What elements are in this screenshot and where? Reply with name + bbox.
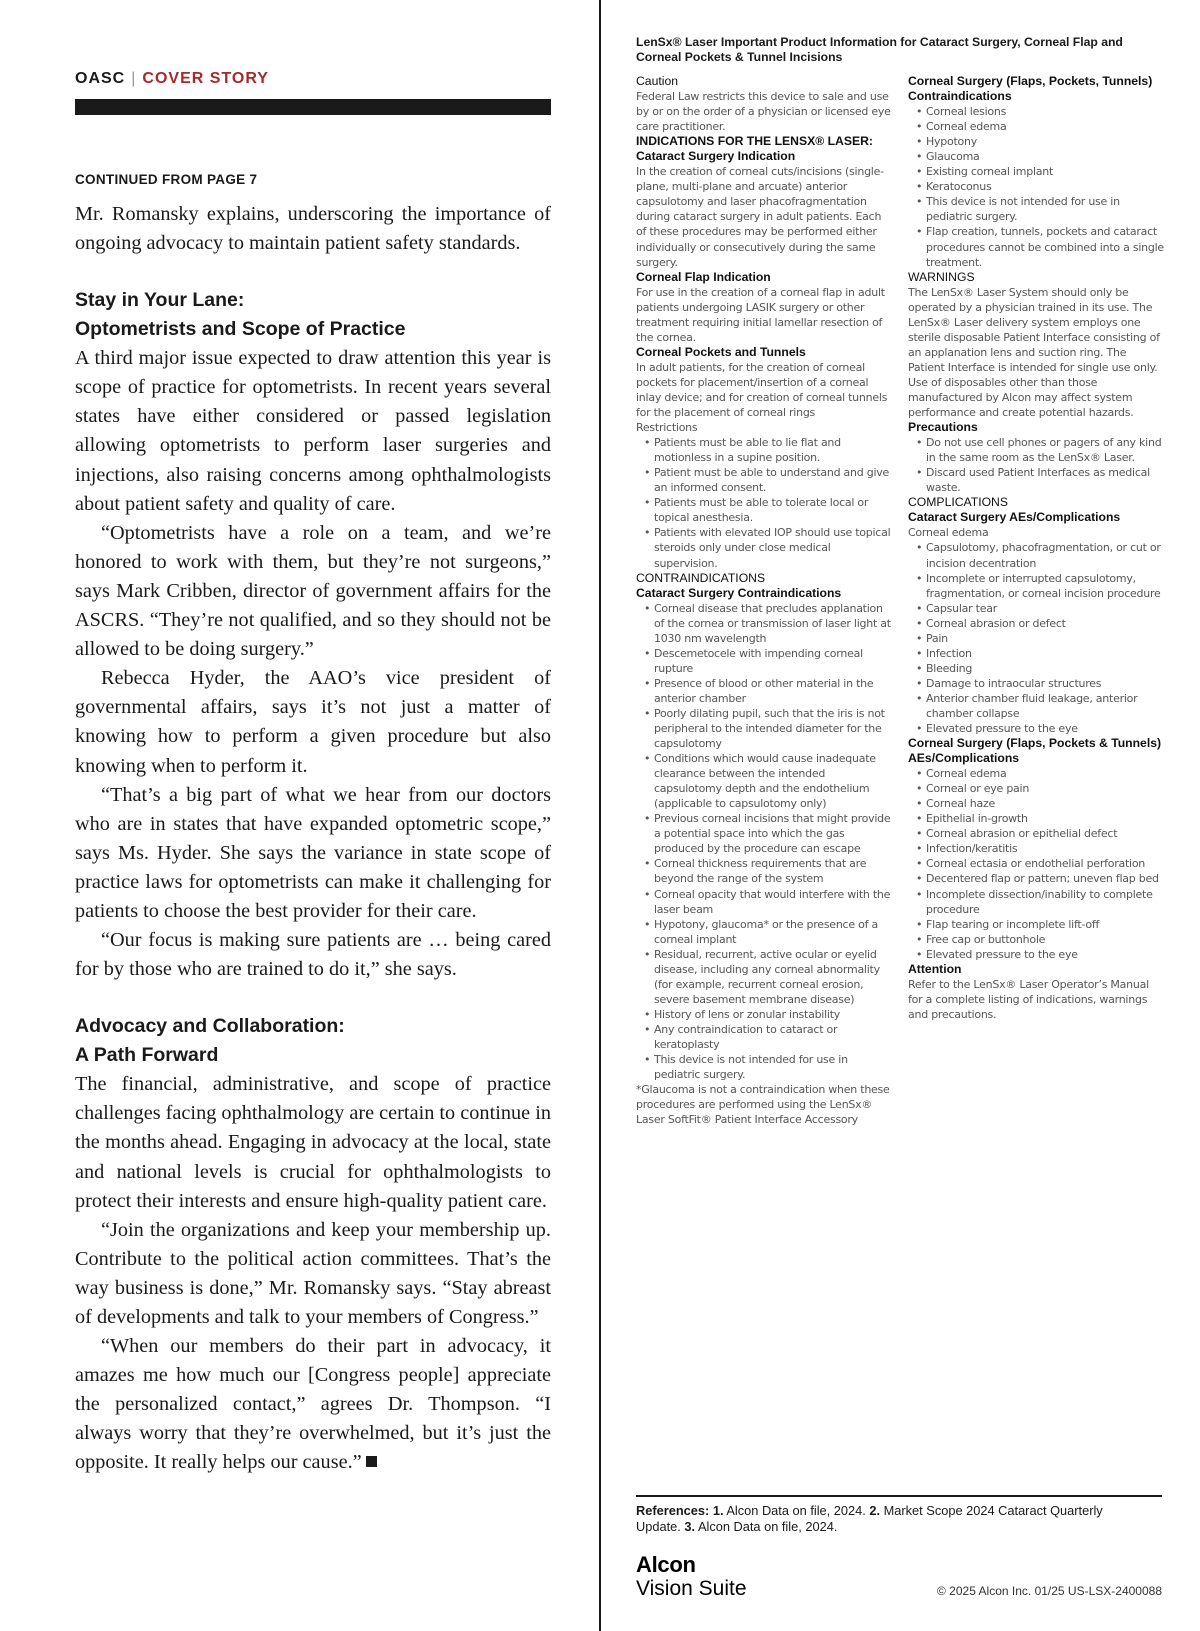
list-item: • Corneal or eye pain	[908, 781, 1164, 796]
final-paragraph	[75, 1332, 551, 1477]
pi-column-right	[908, 74, 1164, 1022]
reference-number: 2.	[869, 1503, 881, 1518]
cataract-ae-first: Corneal edema	[908, 526, 989, 540]
final-paragraph-text: “When our members do their part in advocacy, it amazes me how much our [Congress people] appreciate the personalized contact,” agrees Dr. Thompson. “I always worry that they’re overwhelmed, but it’s just the opposite. It really helps our cause.”	[75, 1335, 551, 1474]
subhead-scope-line2: Optometrists and Scope of Practice	[75, 318, 406, 341]
list-item: • Keratoconus	[908, 179, 1164, 194]
list-item: • Residual, recurrent, active ocular or eyelid disease, including any corneal abnormality (for example, recurrent corneal erosion, severe basement membrane disease)	[636, 947, 892, 1007]
cataract-contraindications-list	[636, 601, 892, 1083]
complications-heading: COMPLICATIONS	[908, 495, 1008, 510]
cataract-ae-list	[908, 540, 1164, 736]
paragraph: “Optometrists have a role on a team, and we’re honored to work with them, but they’re not surgeons,” says Mark Cribben, director of government affairs for the ASCRS. “They’re not qualified, and so they should not be allowed to be doing surgery.”	[75, 521, 551, 661]
list-item: • Decentered flap or pattern; uneven flap bed	[908, 871, 1164, 886]
page-divider	[599, 0, 601, 1631]
corneal-ae-list	[908, 766, 1164, 962]
restrictions-heading: Restrictions	[636, 421, 698, 435]
precautions-heading: Precautions	[908, 420, 978, 435]
list-item: • Hypotony	[908, 134, 1164, 149]
pockets-indication-text: In adult patients, for the creation of corneal pockets for placement/insertion of a corneal inlay device; and for creation of corneal tunnels for the placement of corneal rings	[636, 360, 888, 420]
list-item: • Corneal disease that precludes applanation of the cornea or transmission of laser light at 1030 nm wavelength	[636, 601, 892, 646]
list-item: • Do not use cell phones or pagers of any kind in the same room as the LenSx® Laser.	[908, 435, 1164, 465]
list-item: • Descemetocele with impending corneal rupture	[636, 646, 892, 676]
list-item: • Capsulotomy, phacofragmentation, or cut or incision decentration	[908, 540, 1164, 570]
list-item: • Corneal opacity that would interfere with the laser beam	[636, 887, 892, 917]
cataract-indication-heading: Cataract Surgery Indication	[636, 149, 796, 164]
list-item: • Conditions which would cause inadequate clearance between the intended capsulotomy depth and the endothelium (applicable to capsulotomy only)	[636, 751, 892, 811]
restrictions-list	[636, 435, 892, 570]
reference-number: 1.	[712, 1503, 724, 1518]
intro-paragraph: Mr. Romansky explains, underscoring the importance of ongoing advocacy to maintain patient safety standards.	[75, 203, 551, 255]
reference-text: Alcon Data on file, 2024.	[726, 1503, 866, 1518]
pi-title: LenSx® Laser Important Product Information for Cataract Surgery, Corneal Flap and Corneal Pockets & Tunnel Incisions	[636, 35, 1123, 64]
list-item: • Corneal thickness requirements that are beyond the range of the system	[636, 856, 892, 886]
list-item: • Any contraindication to cataract or keratoplasty	[636, 1022, 892, 1052]
subhead-advocacy-line1: Advocacy and Collaboration:	[75, 1015, 345, 1038]
alcon-logo	[636, 1553, 747, 1600]
publication-name: OASC	[75, 70, 126, 87]
paragraph: The financial, administrative, and scope of practice challenges facing ophthalmology are certain to continue in the months ahead. Engaging in advocacy at the local, state and national levels is crucial for ophthalmologists to protect their interests and ensure high-quality patient care.	[75, 1073, 551, 1212]
flap-indication-text: For use in the creation of a corneal flap in adult patients undergoing LASIK surgery or other treatment requiring initial lamellar resection of the cornea.	[636, 285, 885, 344]
list-item: • Corneal abrasion or defect	[908, 616, 1164, 631]
paragraph: “That’s a big part of what we hear from our doctors who are in states that have expanded optometric scope,” says Ms. Hyder. She says the variance in state scope of practice laws for optometrists can make it challenging for patients to choose the best provider for their care.	[75, 783, 551, 922]
list-item: • Elevated pressure to the eye	[908, 721, 1164, 736]
list-item: • Corneal edema	[908, 766, 1164, 781]
list-item: • Existing corneal implant	[908, 164, 1164, 179]
reference-text: Market Scope 2024 Cataract Quarterly Update.	[636, 1503, 1103, 1534]
continued-from-label: CONTINUED FROM PAGE 7	[75, 172, 258, 187]
list-item: • This device is not intended for use in pediatric surgery.	[636, 1052, 892, 1082]
pockets-indication-heading: Corneal Pockets and Tunnels	[636, 344, 806, 359]
flap-indication-heading: Corneal Flap Indication	[636, 269, 771, 284]
list-item: • Patients with elevated IOP should use topical steroids only under close medical supervision.	[636, 525, 892, 570]
list-item: • Infection/keratitis	[908, 841, 1164, 856]
article-body	[75, 200, 551, 1478]
list-item: • Corneal edema	[908, 119, 1164, 134]
caution-heading: Caution	[636, 74, 679, 88]
section-name: COVER STORY	[142, 70, 269, 87]
list-item: • Incomplete dissection/inability to complete procedure	[908, 887, 1164, 917]
attention-heading: Attention	[908, 961, 962, 976]
logo-line2: Vision Suite	[636, 1577, 747, 1600]
list-item: • Flap creation, tunnels, pockets and cataract procedures cannot be combined into a single treatment.	[908, 224, 1164, 269]
copyright-notice: © 2025 Alcon Inc. 01/25 US-LSX-2400088	[937, 1584, 1162, 1598]
list-item: • Glaucoma	[908, 149, 1164, 164]
end-mark-icon	[366, 1456, 377, 1467]
caution-text: Federal Law restricts this device to sale and use by or on the order of a physician or licensed eye care practitioner.	[636, 90, 891, 134]
list-item: • This device is not intended for use in pediatric surgery.	[908, 194, 1164, 224]
running-header	[75, 70, 269, 88]
references-label: References:	[636, 1503, 710, 1518]
list-item: • Patients must be able to tolerate local or topical anesthesia.	[636, 495, 892, 525]
cataract-indication-text: In the creation of corneal cuts/incisions (single-plane, multi-plane and arcuate) anterior capsulotomy and laser phacofragmentation during cataract surgery in adult patients. Each of these procedures may be performed either individually or consecutively during the same surgery.	[636, 165, 884, 269]
subhead-scope-line1: Stay in Your Lane:	[75, 289, 245, 312]
corneal-surgery-heading: Corneal Surgery (Flaps, Pockets, Tunnels)	[908, 74, 1153, 88]
references	[636, 1503, 1146, 1535]
list-item: • Damage to intraocular structures	[908, 676, 1164, 691]
corneal-contraindications-list	[908, 104, 1164, 270]
corneal-ae-heading	[908, 736, 1164, 766]
header-rule	[75, 99, 551, 115]
contraindications-heading: CONTRAINDICATIONS	[636, 570, 766, 585]
attention-text: Refer to the LenSx® Laser Operator’s Manual for a complete listing of indications, warnings and precautions.	[908, 977, 1149, 1021]
list-item: • Corneal abrasion or epithelial defect	[908, 826, 1164, 841]
list-item: • Discard used Patient Interfaces as medical waste.	[908, 465, 1164, 495]
list-item: • Corneal lesions	[908, 104, 1164, 119]
references-rule	[636, 1495, 1162, 1497]
list-item: • Anterior chamber fluid leakage, anterior chamber collapse	[908, 691, 1164, 721]
list-item: • Incomplete or interrupted capsulotomy, fragmentation, or corneal incision procedure	[908, 571, 1164, 601]
logo-line1: Alcon	[636, 1552, 696, 1577]
list-item: • Hypotony, glaucoma* or the presence of a corneal implant	[636, 917, 892, 947]
subhead-scope	[75, 286, 551, 344]
corneal-contraindications-heading: Contraindications	[908, 89, 1012, 104]
subhead-advocacy-line2: A Path Forward	[75, 1044, 219, 1067]
cataract-contraindications-heading: Cataract Surgery Contraindications	[636, 585, 842, 600]
pi-column-left	[636, 74, 892, 1127]
warnings-heading: WARNINGS	[908, 269, 975, 284]
list-item: • Epithelial in-growth	[908, 811, 1164, 826]
list-item: • History of lens or zonular instability	[636, 1007, 892, 1022]
reference-text: Alcon Data on file, 2024.	[697, 1519, 838, 1534]
paragraph: “Our focus is making sure patients are … being cared for by those who are trained to do it,” she says.	[75, 929, 551, 981]
corneal-ae-heading-line2: AEs/Complications	[908, 751, 1020, 766]
reference-number: 3.	[684, 1519, 696, 1534]
list-item: • Patient must be able to understand and give an informed consent.	[636, 465, 892, 495]
precautions-list	[908, 435, 1164, 495]
list-item: • Poorly dilating pupil, such that the iris is not peripheral to the intended diameter for the capsulotomy	[636, 706, 892, 751]
list-item: • Presence of blood or other material in the anterior chamber	[636, 676, 892, 706]
corneal-ae-heading-line1: Corneal Surgery (Flaps, Pockets & Tunnels)	[908, 736, 1162, 751]
list-item: • Free cap or buttonhole	[908, 932, 1164, 947]
paragraph: Rebecca Hyder, the AAO’s vice president of governmental affairs, says it’s not just a matter of knowing how to perform a given procedure but also knowing when to perform it.	[75, 667, 551, 777]
list-item: • Bleeding	[908, 661, 1164, 676]
warnings-text: The LenSx® Laser System should only be operated by a physician trained in its use. The LenSx® Laser delivery system employs one sterile disposable Patient Interface consisting of an applanation lens and suction ring. The Patient Interface is intended for single use only. Use of disposables other than those manufactured by Alcon may affect system performance and create potential hazards.	[908, 285, 1160, 420]
list-item: • Patients must be able to lie flat and motionless in a supine position.	[636, 435, 892, 465]
cataract-ae-heading: Cataract Surgery AEs/Complications	[908, 510, 1121, 525]
list-item: • Infection	[908, 646, 1164, 661]
subhead-advocacy	[75, 1012, 551, 1070]
header-divider: |	[131, 70, 137, 87]
paragraph: “Join the organizations and keep your membership up. Contribute to the political action committees. That’s the way business is done,” Mr. Romansky says. “Stay abreast of developments and talk to your members of Congress.”	[75, 1218, 551, 1328]
list-item: • Corneal haze	[908, 796, 1164, 811]
glaucoma-footnote: *Glaucoma is not a contraindication when these procedures are performed using the LenSx® Laser SoftFit® Patient Interface Accessory	[636, 1083, 890, 1127]
list-item: • Capsular tear	[908, 601, 1164, 616]
indications-heading: INDICATIONS FOR THE LENSX® LASER:	[636, 134, 873, 149]
list-item: • Pain	[908, 631, 1164, 646]
list-item: • Elevated pressure to the eye	[908, 947, 1164, 962]
list-item: • Corneal ectasia or endothelial perforation	[908, 856, 1164, 871]
list-item: • Flap tearing or incomplete lift-off	[908, 917, 1164, 932]
paragraph: A third major issue expected to draw attention this year is scope of practice for optometrists. In recent years several states have either considered or passed legislation allowing optometrists to perform laser surgeries and injections, also raising concerns among ophthalmologists about patient safety and quality of care.	[75, 347, 551, 515]
list-item: • Previous corneal incisions that might provide a potential space into which the gas produced by the procedure can escape	[636, 811, 892, 856]
